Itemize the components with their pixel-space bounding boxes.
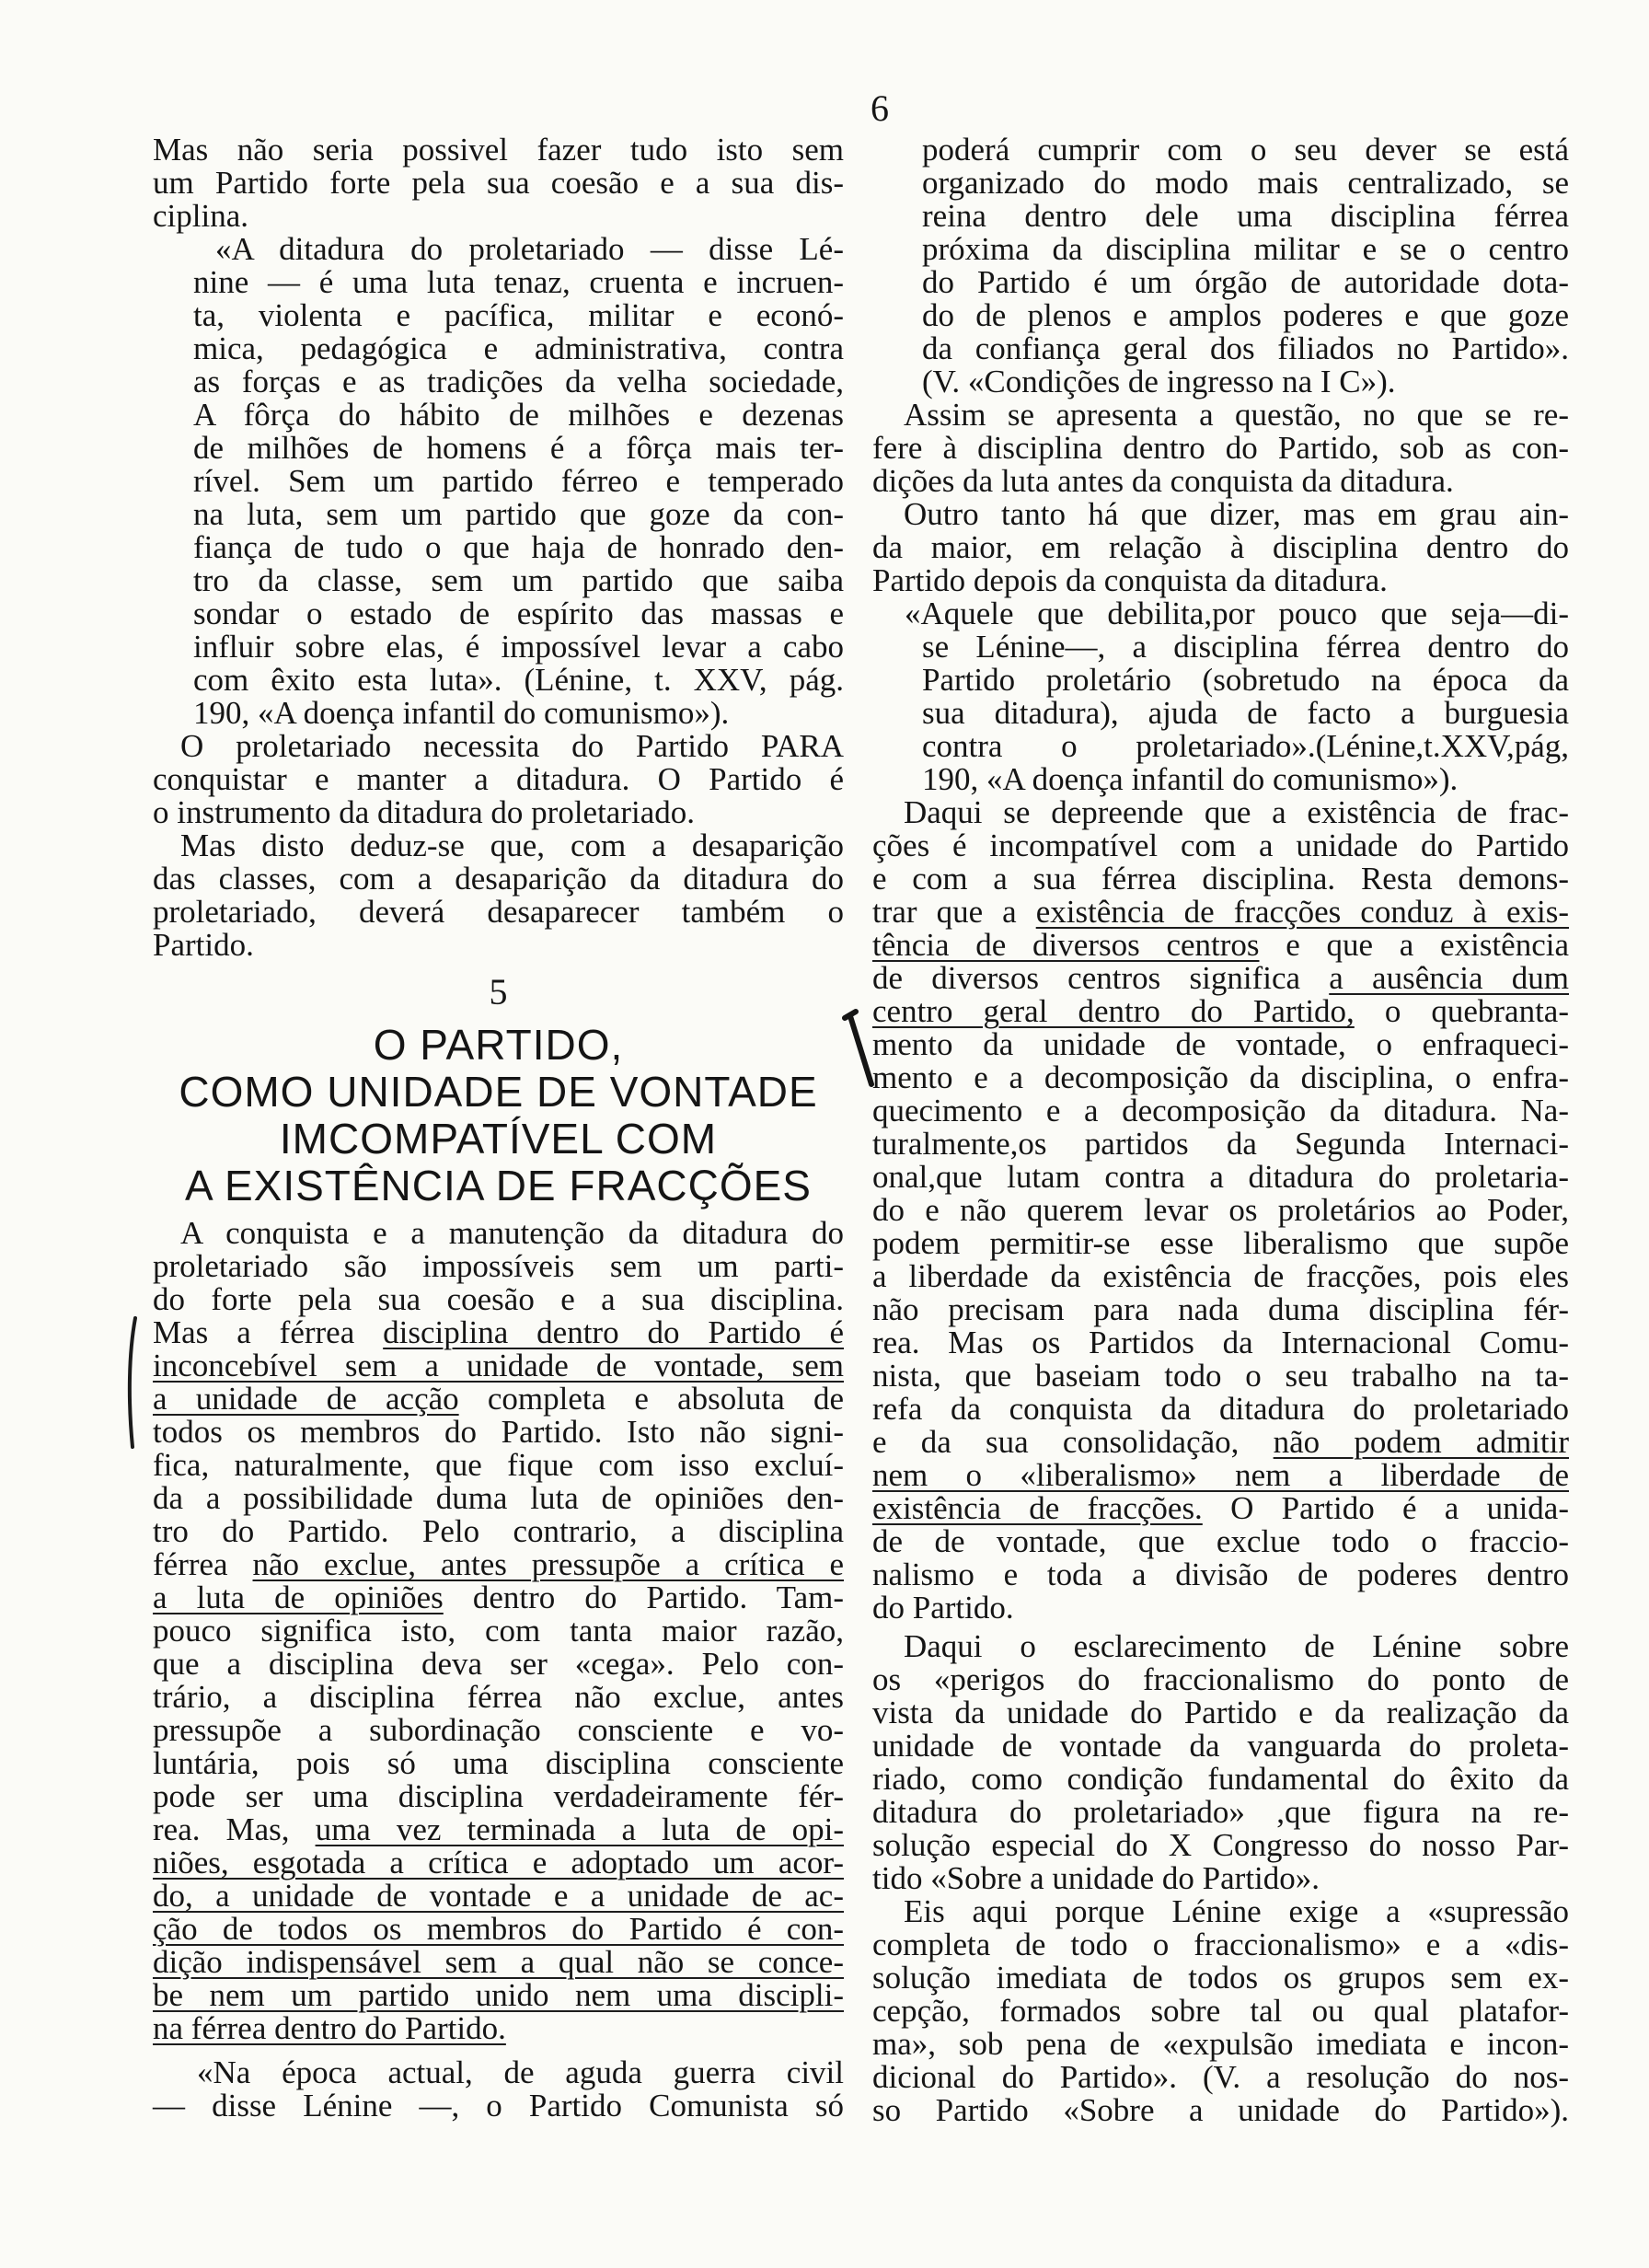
text-line: de milhões de homens é a fôrça mais ter- (193, 430, 844, 466)
text-line (872, 896, 1569, 929)
text-line: mento e a decomposição da disciplina, o enfra- (872, 1059, 1569, 1095)
text-line: so Partido «Sobre a unidade do Partido»). (872, 2092, 1569, 2128)
quotation (153, 233, 844, 730)
underlined-text: a luta de opiniões (153, 1580, 444, 1615)
text-segment: e da sua consolidação, (872, 1424, 1274, 1460)
underlined-text: existência de fracções. (872, 1490, 1203, 1526)
text-line (153, 1880, 844, 1913)
text-line: pode ser uma disciplina verdadeiramente fér- (153, 1778, 844, 1814)
text-line: próxima da disciplina militar e se o centro (922, 231, 1569, 267)
text-line: as forças e as tradições da velha sociedade, (193, 364, 844, 399)
text-line: nine — é uma luta tenaz, cruenta e incruen- (193, 264, 844, 300)
text-line: do forte pela sua coesão e a sua disciplina. (153, 1281, 844, 1317)
text-line: da confiança geral dos filiados no Partido». (922, 330, 1569, 366)
underlined-text: be nem um partido unido nem uma discipli- (153, 1977, 844, 2013)
underlined-text: a ausência dum (1329, 960, 1569, 996)
margin-bracket-mark (130, 1318, 135, 1447)
text-line (153, 1316, 844, 1349)
text-line: «Na época actual, de aguda guerra civil (197, 2054, 844, 2090)
text-line (153, 1349, 844, 1383)
section-heading (153, 971, 844, 1209)
paragraph (872, 1630, 1569, 1895)
text-line (872, 995, 1569, 1028)
text-line: O proletariado necessita do Partido PARA (180, 728, 844, 764)
underlined-text: não exclue, antes pressupõe a crítica e (252, 1546, 844, 1582)
underlined-text: centro geral dentro do Partido, (872, 993, 1355, 1029)
text-line: proletariado são impossíveis sem um parti- (153, 1248, 844, 1284)
page-number: 6 (871, 87, 889, 129)
margin-slash-mark (845, 1012, 871, 1084)
text-line (872, 929, 1569, 962)
text-line (153, 1979, 844, 2012)
paragraph (872, 498, 1569, 597)
text-line: proletariado, deverá desaparecer também o (153, 894, 844, 930)
text-segment: e que a existência (1259, 927, 1569, 963)
text-line: na luta, sem um partido que goze da con- (193, 496, 844, 532)
text-line (153, 1383, 844, 1416)
text-line: do Partido. (872, 1590, 1014, 1626)
text-line: do Partido é um órgão de autoridade dota- (922, 264, 1569, 300)
text-segment: o quebranta- (1354, 993, 1569, 1029)
text-line: dições da luta antes da conquista da ditadura. (872, 463, 1454, 499)
text-line: riado, como condição fundamental do êxito da (872, 1761, 1569, 1797)
text-line: vista da unidade do Partido e da realização da (872, 1695, 1569, 1730)
text-line: fere à disciplina dentro do Partido, sob as con- (872, 430, 1569, 466)
text-segment: O Partido é a unida- (1202, 1490, 1569, 1526)
underlined-text: a unidade de acção (153, 1381, 459, 1417)
text-line: das classes, com a desaparição da ditadura do (153, 861, 844, 897)
text-line: um Partido forte pela sua coesão e a sua dis- (153, 165, 844, 201)
text-line: Daqui se depreende que a existência de frac- (904, 794, 1569, 830)
underlined-text: na férrea dentro do Partido. (153, 2010, 506, 2046)
underlined-text: existência de fracções conduz à exis- (1035, 894, 1569, 930)
text-line: sondar o estado de espírito das massas e (193, 596, 844, 631)
section-title-line: O PARTIDO, (373, 1021, 624, 1069)
text-line: «Aquele que debilita,por pouco que seja—di- (905, 596, 1569, 631)
text-line: o instrumento da ditadura do proletariado. (153, 794, 696, 830)
text-segment: Mas a férrea (153, 1314, 384, 1350)
text-line: todos os membros do Partido. Isto não signi- (153, 1414, 844, 1450)
left-text-column (153, 133, 844, 2123)
text-line: completa de todo o fraccionalismo» e a «dis- (872, 1927, 1569, 1962)
text-line: influir sobre elas, é impossível levar a cabo (193, 629, 844, 665)
underlined-text: niões, esgotada a crítica e adoptado um acor- (153, 1845, 844, 1880)
text-line: da a possibilidade duma luta de opiniões den- (153, 1480, 844, 1516)
section-title-line: IMCOMPATÍVEL COM (279, 1115, 718, 1163)
text-segment: de diversos centros significa (872, 960, 1330, 996)
underlined-text: ção de todos os membros do Partido é con- (153, 1911, 844, 1947)
quotation (872, 133, 1569, 399)
text-line: Partido depois da conquista da ditadura. (872, 562, 1388, 598)
text-line (872, 1492, 1569, 1525)
section-title (153, 1022, 844, 1209)
text-line: fiança de tudo o que haja de honrado den- (193, 529, 844, 565)
text-line: trário, a disciplina férrea não exclue, antes (153, 1679, 844, 1715)
text-line: a liberdade da existência de fracções, pois eles (872, 1258, 1569, 1294)
text-line (153, 1581, 844, 1614)
text-line: conquistar e manter a ditadura. O Partido é (153, 761, 844, 797)
text-line: nalismo e toda a divisão de poderes dentro (872, 1556, 1569, 1592)
text-line: ma», sob pena de «expulsão imediata e incon- (872, 2026, 1569, 2062)
text-line: e com a sua férrea disciplina. Resta demons- (872, 861, 1569, 897)
right-text-column (872, 133, 1569, 2127)
text-line: Mas não seria possivel fazer tudo isto sem (153, 132, 844, 168)
text-line: se Lénine—, a disciplina férrea dentro do (922, 629, 1569, 665)
text-line: nista, que baseiam todo o seu trabalho na ta- (872, 1358, 1569, 1394)
text-line: rível. Sem um partido férreo e temperado (193, 463, 844, 499)
text-segment: completa e absoluta de (458, 1381, 844, 1417)
text-line: poderá cumprir com o seu dever se está (922, 132, 1569, 168)
text-line: solução especial do X Congresso do nosso Par- (872, 1827, 1569, 1863)
text-line: tro do Partido. Pelo contrario, a disciplina (153, 1513, 844, 1549)
section-number: 5 (489, 971, 508, 1012)
text-line: tro da classe, sem um partido que saiba (193, 562, 844, 598)
text-segment: trar que a (872, 894, 1036, 930)
text-line: — disse Lénine —, o Partido Comunista só (153, 2088, 844, 2123)
text-line (153, 1913, 844, 1946)
text-line: A fôrça do hábito de milhões e dezenas (193, 397, 844, 433)
text-line: (V. «Condições de ingresso na I C»). (922, 364, 1396, 399)
text-line: ditadura do proletariado» ,que figura na re- (872, 1794, 1569, 1830)
text-line (153, 1813, 844, 1846)
paragraph (872, 796, 1569, 1625)
paragraph (153, 2056, 844, 2123)
underlined-text: dição indispensável sem a qual não se conce- (153, 1944, 844, 1980)
paragraph (872, 399, 1569, 498)
text-segment: dentro do Partido. Tam- (443, 1580, 844, 1615)
text-line (153, 1846, 844, 1880)
quotation (872, 597, 1569, 796)
text-line: do e não querem levar os proletários ao Poder, (872, 1192, 1569, 1228)
text-line (872, 962, 1569, 995)
text-line (153, 1548, 844, 1581)
text-line (872, 1426, 1569, 1459)
text-line: Daqui o esclarecimento de Lénine sobre (904, 1628, 1569, 1664)
text-line (153, 2012, 844, 2045)
text-line: Partido proletário (sobretudo na época da (922, 662, 1569, 698)
text-line: A conquista e a manutenção da ditadura do (180, 1215, 844, 1251)
text-line: «A ditadura do proletariado — disse Lé- (215, 231, 844, 267)
text-line: organizado do modo mais centralizado, se (922, 165, 1569, 201)
text-line (872, 1459, 1569, 1492)
underlined-text: do, a unidade de vontade e a unidade de ac- (153, 1878, 844, 1914)
text-line: unidade de vontade da vanguarda do proleta- (872, 1728, 1569, 1764)
text-segment: férrea (153, 1546, 253, 1582)
paragraph (872, 1895, 1569, 2127)
text-line: luntária, pois só uma disciplina consciente (153, 1745, 844, 1781)
underlined-text: não podem admitir (1273, 1424, 1569, 1460)
text-line: rea. Mas os Partidos da Internacional Comu- (872, 1325, 1569, 1360)
text-line: turalmente,os partidos da Segunda Internaci- (872, 1126, 1569, 1162)
text-line: ta, violenta e pacífica, militar e econó- (193, 297, 844, 333)
text-line: da maior, em relação à disciplina dentro do (872, 529, 1569, 565)
text-line: Partido. (153, 927, 254, 963)
text-line: 190, «A doença infantil do comunismo»). (922, 761, 1459, 797)
text-line: onal,que lutam contra a ditadura do proletaria- (872, 1159, 1569, 1195)
text-line: tido «Sobre a unidade do Partido». (872, 1860, 1320, 1896)
text-line (153, 1946, 844, 1979)
text-line: quecimento e a decomposição da ditadura. Na- (872, 1093, 1569, 1128)
underlined-text: tência de diversos centros (872, 927, 1260, 963)
text-line: sua ditadura), ajuda de facto a burguesia (922, 695, 1569, 731)
text-line: Mas disto deduz-se que, com a desaparição (180, 827, 844, 863)
text-line: reina dentro dele uma disciplina férrea (922, 198, 1569, 234)
text-line: do de plenos e amplos poderes e que goze (922, 297, 1569, 333)
text-line: dicional do Partido». (V. a resolução do nos- (872, 2059, 1569, 2095)
text-line: solução imediata de todos os grupos sem ex- (872, 1960, 1569, 1996)
paragraph (153, 730, 844, 829)
section-title-line: A EXISTÊNCIA DE FRACÇÕES (185, 1162, 812, 1209)
text-line: ções é incompatível com a unidade do Partido (872, 827, 1569, 863)
text-line: 190, «A doença infantil do comunismo»). (193, 695, 730, 731)
text-line: os «perigos do fraccionalismo do ponto de (872, 1661, 1569, 1697)
paragraph-continuation (153, 133, 844, 233)
text-segment: rea. Mas, (153, 1811, 316, 1847)
text-line: mento da unidade de vontade, o enfraqueci- (872, 1026, 1569, 1062)
text-line: com êxito esta luta». (Lénine, t. XXV, pág. (193, 662, 844, 698)
underlined-text: disciplina dentro do Partido é (383, 1314, 844, 1350)
text-line: pouco significa isto, com tanta maior razão, (153, 1613, 844, 1649)
text-line: ciplina. (153, 198, 248, 234)
text-line: Assim se apresenta a questão, no que se re- (904, 397, 1569, 433)
text-line: fica, naturalmente, que fique com isso excluí- (153, 1447, 844, 1483)
text-line: contra o proletariado».(Lénine,t.XXV,pág, (922, 728, 1569, 764)
text-line: pressupõe a subordinação consciente e vo- (153, 1712, 844, 1748)
text-line: Outro tanto há que dizer, mas em grau ain- (904, 496, 1569, 532)
underlined-text: nem o «liberalismo» nem a liberdade de (872, 1457, 1569, 1493)
text-line: refa da conquista da ditadura do proletariado (872, 1391, 1569, 1427)
section-title-line: COMO UNIDADE DE VONTADE (179, 1068, 818, 1116)
text-line: que a disciplina deva ser «cega». Pelo con- (153, 1646, 844, 1682)
text-line: podem permitir-se esse liberalismo que supõe (872, 1225, 1569, 1261)
paragraph (153, 1217, 844, 2045)
text-line: Eis aqui porque Lénine exige a «supressão (904, 1893, 1569, 1929)
text-line: cepção, formados sobre tal ou qual platafor- (872, 1993, 1569, 2029)
underlined-text: inconcebível sem a unidade de vontade, sem (153, 1348, 844, 1383)
text-line: mica, pedagógica e administrativa, contra (193, 330, 844, 366)
text-line: não precisam para nada duma disciplina fér- (872, 1291, 1569, 1327)
underlined-text: uma vez terminada a luta de opi- (315, 1811, 844, 1847)
paragraph (153, 829, 844, 962)
text-line: de de vontade, que exclue todo o fraccio- (872, 1523, 1569, 1559)
